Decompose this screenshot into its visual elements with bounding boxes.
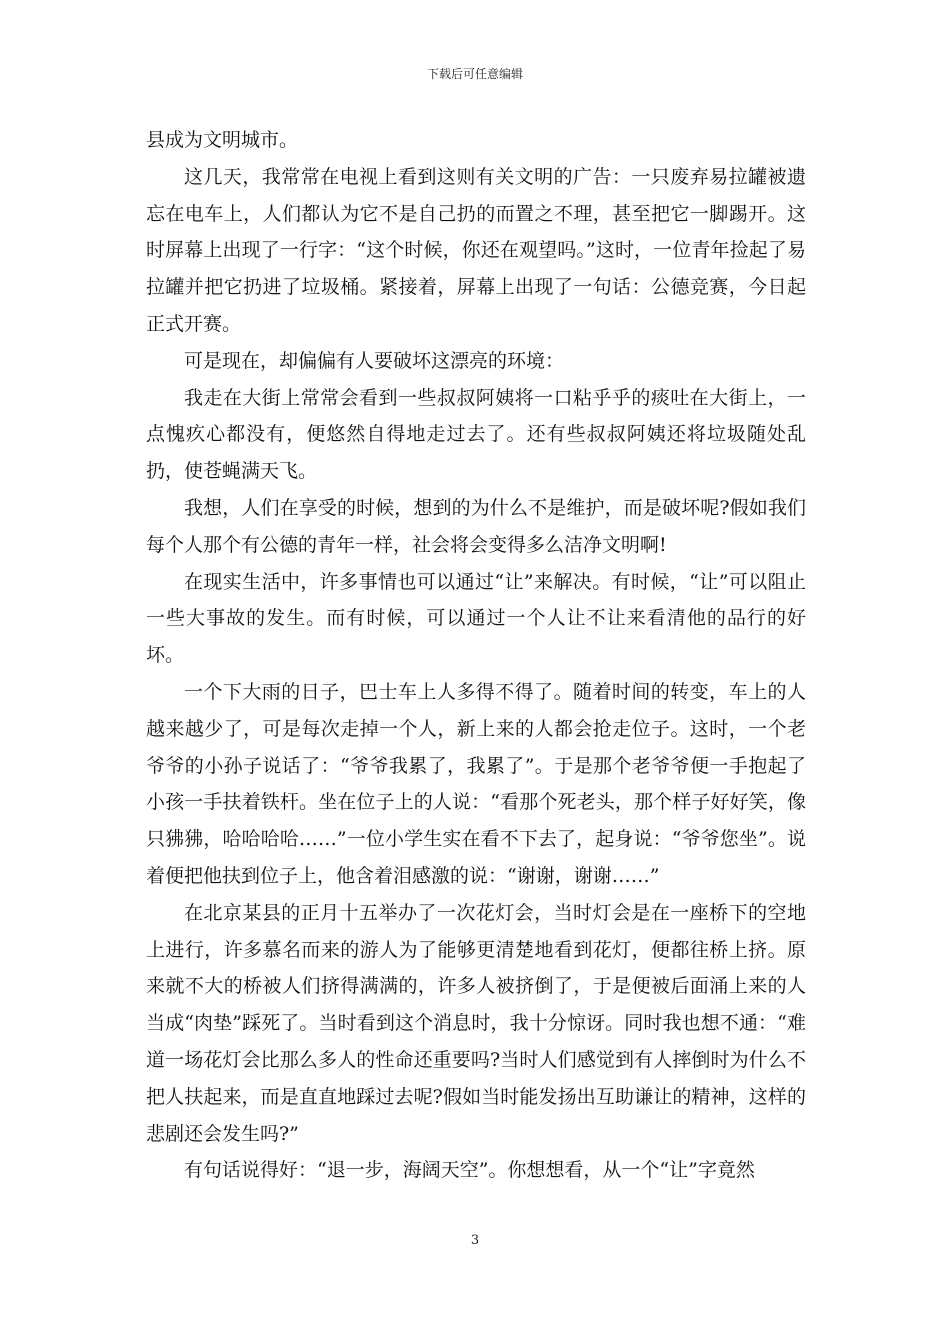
paragraph: 可是现在，却偏偏有人要破坏这漂亮的环境： — [184, 349, 565, 372]
document-body — [146, 122, 806, 1189]
paragraph: 一个下大雨的日子，巴士车上人多得不得了。随着时间的转变，车上的人越来越少了，可是每次走掉一个人，新上来的人都会抢走位子。这时，一个老爷爷的小孙子说话了：“爷爷我累了，我累了”。于是那个老爷爷便一手抱起了小孩一手扶着铁杆。坐在位子上的人说：“看那个死老头，那个样子好好笑，像只狒狒，哈哈哈哈……”一位小学生实在看不下去了，起身说：“爷爷您坐”。说着便把他扶到位子上，他含着泪感激的说：“谢谢，谢谢……” — [146, 680, 806, 887]
paragraph: 在北京某县的正月十五举办了一次花灯会，当时灯会是在一座桥下的空地上进行，许多慕名而来的游人为了能够更清楚地看到花灯，便都往桥上挤。原来就不大的桥被人们挤得满满的，许多人被挤倒了，于是便被后面涌上来的人当成“肉垫”踩死了。当时看到这个消息时，我十分惊讶。同时我也想不通：“难道一场花灯会比那么多人的性命还重要吗?当时人们感觉到有人摔倒时为什么不把人扶起来，而是直直地踩过去呢?假如当时能发扬出互助谦让的精神，这样的悲剧还会发生吗?” — [146, 901, 806, 1145]
page-number: 3 — [470, 1233, 480, 1248]
paragraph: 县成为文明城市。 — [146, 129, 299, 151]
paragraph: 在现实生活中，许多事情也可以通过“让”来解决。有时候，“让”可以阻止一些大事故的发生。而有时候，可以通过一个人让不让来看清他的品行的好坏。 — [146, 570, 806, 667]
paragraph: 这几天，我常常在电视上看到这则有关文明的广告：一只废弃易拉罐被遗忘在电车上，人们都认为它不是自己扔的而置之不理，甚至把它一脚踢开。这时屏幕上出现了一行字：“这个时候，你还在观望吗。”这时，一位青年捡起了易拉罐并把它扔进了垃圾桶。紧接着，屏幕上出现了一句话：公德竞赛，今日起正式开赛。 — [146, 165, 806, 335]
paragraph: 我走在大街上常常会看到一些叔叔阿姨将一口粘乎乎的痰吐在大街上，一点愧疚心都没有，便悠然自得地走过去了。还有些叔叔阿姨还将垃圾随处乱扔，使苍蝇满天飞。 — [146, 386, 806, 483]
paragraph: 有句话说得好：“退一步，海阔天空”。你想想看，从一个“让”字竟然 — [184, 1159, 755, 1182]
page-header: 下载后可任意编辑 — [426, 67, 523, 81]
paragraph: 我想，人们在享受的时候，想到的为什么不是维护，而是破坏呢?假如我们每个人那个有公德的青年一样，社会将会变得多么洁净文明啊! — [146, 496, 806, 556]
